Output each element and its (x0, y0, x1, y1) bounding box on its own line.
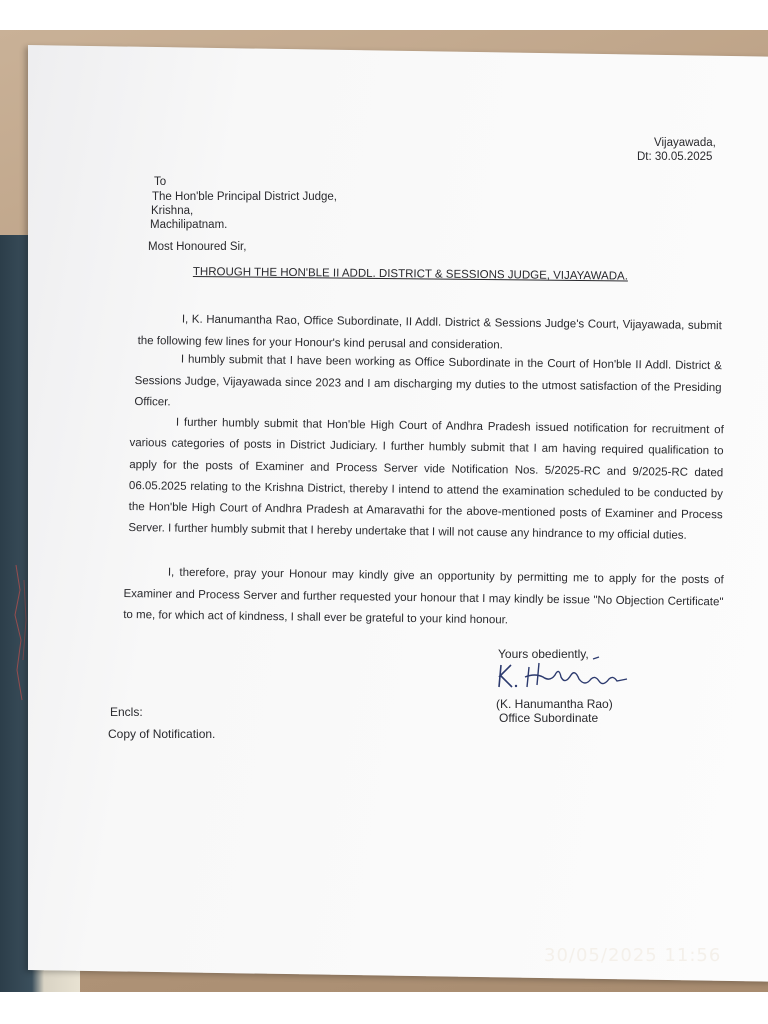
letter-date: Dt: 30.05.2025 (637, 151, 713, 163)
paragraph-1: I, K. Hanumantha Rao, Office Subordinate, II Addl. District & Sessions Judge's Court, Vijayawada, submit the following few lines for your Honour's kind perusal and consideration. (137, 313, 722, 351)
addressee-line-3: Machilipatnam. (150, 219, 228, 231)
enclosure-item: Copy of Notification. (108, 727, 216, 741)
addressee-line-2: Krishna, (151, 205, 194, 217)
paragraph-3: I further humbly submit that Hon'ble High Court of Andhra Pradesh issued notification for recruitment of various categories of posts in District Judiciary. I further humbly submit that I am having required qualification to apply for the posts of Examiner and Process Server vide Notification Nos. 5/2025-RC and 9/2025-RC dated 06.05.2025 relating to the Krishna District, thereby I intend to attend the examination scheduled to be conducted by the Hon'ble High Court of Andhra Pradesh at Amaravathi for the above-mentioned posts of Examiner and Process Server. I further humbly submit that I hereby undertake that I will not cause any hindrance to my official duties. (128, 416, 724, 543)
paragraph-2: I humbly submit that I have been working as Office Subordinate in the Court of Hon'ble II Addl. District & Sessions Judge, Vijayawada since 2023 and I am discharging my duties to the utmost satisfaction of the Presiding Officer. (134, 353, 722, 409)
signer-name: (K. Hanumantha Rao) (496, 697, 613, 711)
letter-place: Vijayawada, (654, 137, 716, 149)
addressee-line-1: The Hon'ble Principal District Judge, (152, 191, 337, 203)
letter-subject: THROUGH THE HON'BLE II ADDL. DISTRICT & SESSIONS JUDGE, VIJAYAWADA. (192, 266, 628, 283)
to-label: To (154, 176, 167, 188)
salutation: Most Honoured Sir, (148, 241, 247, 253)
photo-timestamp: 30/05/2025 11:56 (544, 945, 722, 966)
closing: Yours obediently, (498, 647, 589, 661)
signature (495, 655, 645, 695)
paragraph-4: I, therefore, pray your Honour may kindly give an opportunity by permitting me to apply for the posts of Examiner and Process Server and further requested your honour that I may kindly be issue "No Objection Certificate" to me, for which act of kindness, I shall ever be grateful to your kind honour. (123, 566, 724, 627)
signer-designation: Office Subordinate (499, 711, 599, 725)
enclosures-label: Encls: (110, 705, 143, 719)
